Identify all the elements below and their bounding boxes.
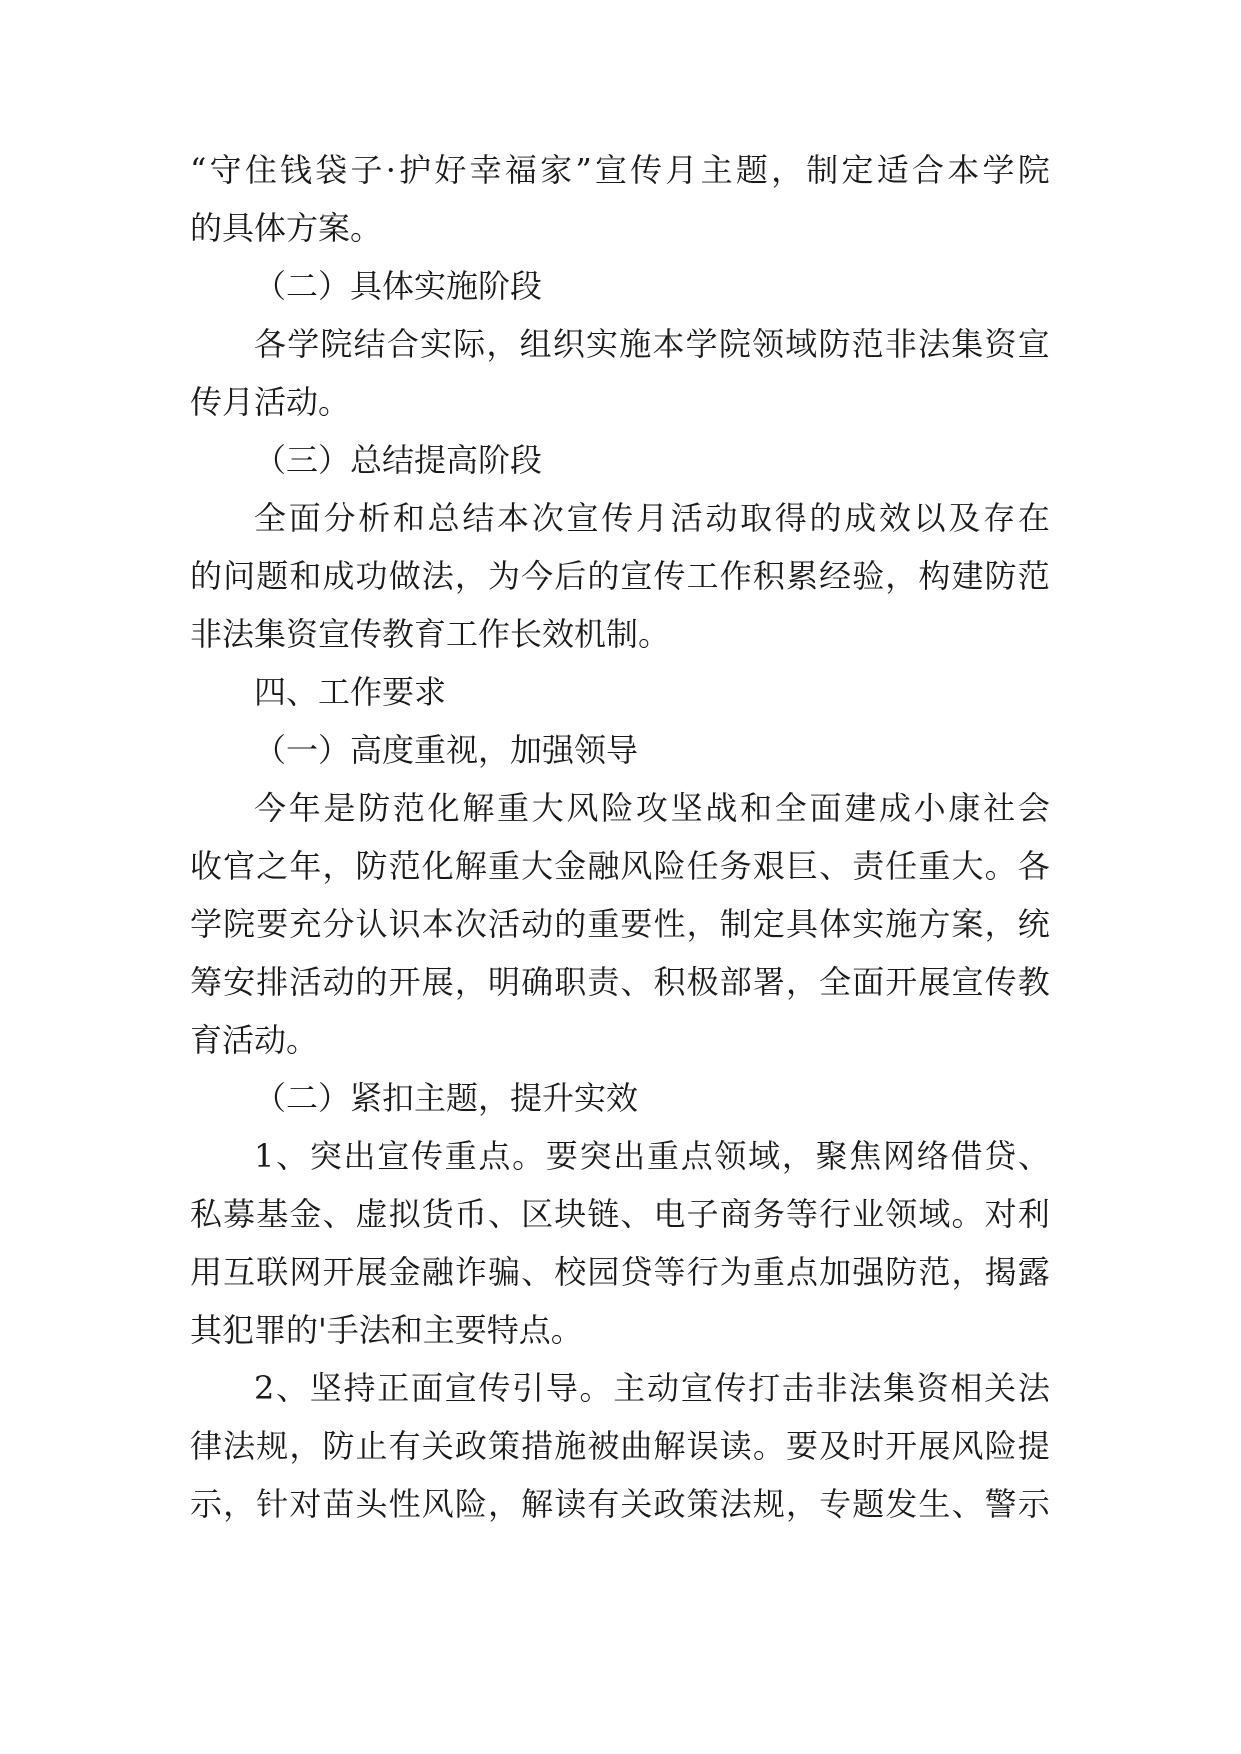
text-line: 各 学 院 结 合 实 际 ， 组 织 实 施 本 学 院 领 域 防 范 非 法 集 资 宣 xyxy=(254,325,1050,363)
text-line: 学 院 要 充 分 认 识 本 次 活 动 的 重 要 性 ， 制 定 具 体 实 施 方 案 ， 统 xyxy=(190,905,1050,943)
text-line: 1 、 突 出 宣 传 重 点 。 要 突 出 重 点 领 域 ， 聚 焦 网 络 借 贷 、 xyxy=(254,1137,1050,1175)
text-line: 示 ， 针 对 苗 头 性 风 险 ， 解 读 有 关 政 策 法 规 ， 专 题 发 生 、 警 示 xyxy=(190,1485,1050,1523)
text-line: 传月活动。 xyxy=(190,383,351,421)
section-heading: 四、工作要求 xyxy=(254,673,447,711)
text-line: 全 面 分 析 和 总 结 本 次 宣 传 月 活 动 取 得 的 成 效 以 及 存 在 xyxy=(254,499,1050,537)
text-line: 非法集资宣传教育工作长效机制。 xyxy=(190,615,671,653)
section-heading: （一）高度重视，加强领导 xyxy=(254,731,639,769)
section-heading: （三）总结提高阶段 xyxy=(254,441,543,479)
text-line: 收 官 之 年 ， 防 范 化 解 重 大 金 融 风 险 任 务 艰 巨 、 责 任 重 大 。 各 xyxy=(190,847,1050,885)
section-heading: （二）紧扣主题，提升实效 xyxy=(254,1079,639,1117)
text-line: 律 法 规 ， 防 止 有 关 政 策 措 施 被 曲 解 误 读 。 要 及 时 开 展 风 险 提 xyxy=(190,1427,1050,1465)
text-line: 其犯罪的'手法和主要特点。 xyxy=(190,1311,583,1349)
text-line: 今 年 是 防 范 化 解 重 大 风 险 攻 坚 战 和 全 面 建 成 小 康 社 会 xyxy=(254,789,1050,827)
text-line: 私 募 基 金 、 虚 拟 货 币 、 区 块 链 、 电 子 商 务 等 行 业 领 域 。 对 利 xyxy=(190,1195,1050,1233)
text-line: 的具体方案。 xyxy=(190,209,383,247)
text-line: 筹 安 排 活 动 的 开 展 ， 明 确 职 责 、 积 极 部 署 ， 全 面 开 展 宣 传 教 xyxy=(190,963,1050,1001)
text-line: 的 问 题 和 成 功 做 法 ， 为 今 后 的 宣 传 工 作 积 累 经 验 ， 构 建 防 范 xyxy=(190,557,1050,595)
text-line: 育活动。 xyxy=(190,1021,319,1059)
text-line: 2 、 坚 持 正 面 宣 传 引 导 。 主 动 宣 传 打 击 非 法 集 资 相 关 法 xyxy=(254,1369,1050,1407)
text-line: 用 互 联 网 开 展 金 融 诈 骗 、 校 园 贷 等 行 为 重 点 加 强 防 范 ， 揭 露 xyxy=(190,1253,1050,1291)
text-line: “ 守 住 钱 袋 子 · 护 好 幸 福 家 ” 宣 传 月 主 题 ， 制 定 适 合 本 学 院 xyxy=(190,151,1050,189)
section-heading: （二）具体实施阶段 xyxy=(254,267,543,305)
